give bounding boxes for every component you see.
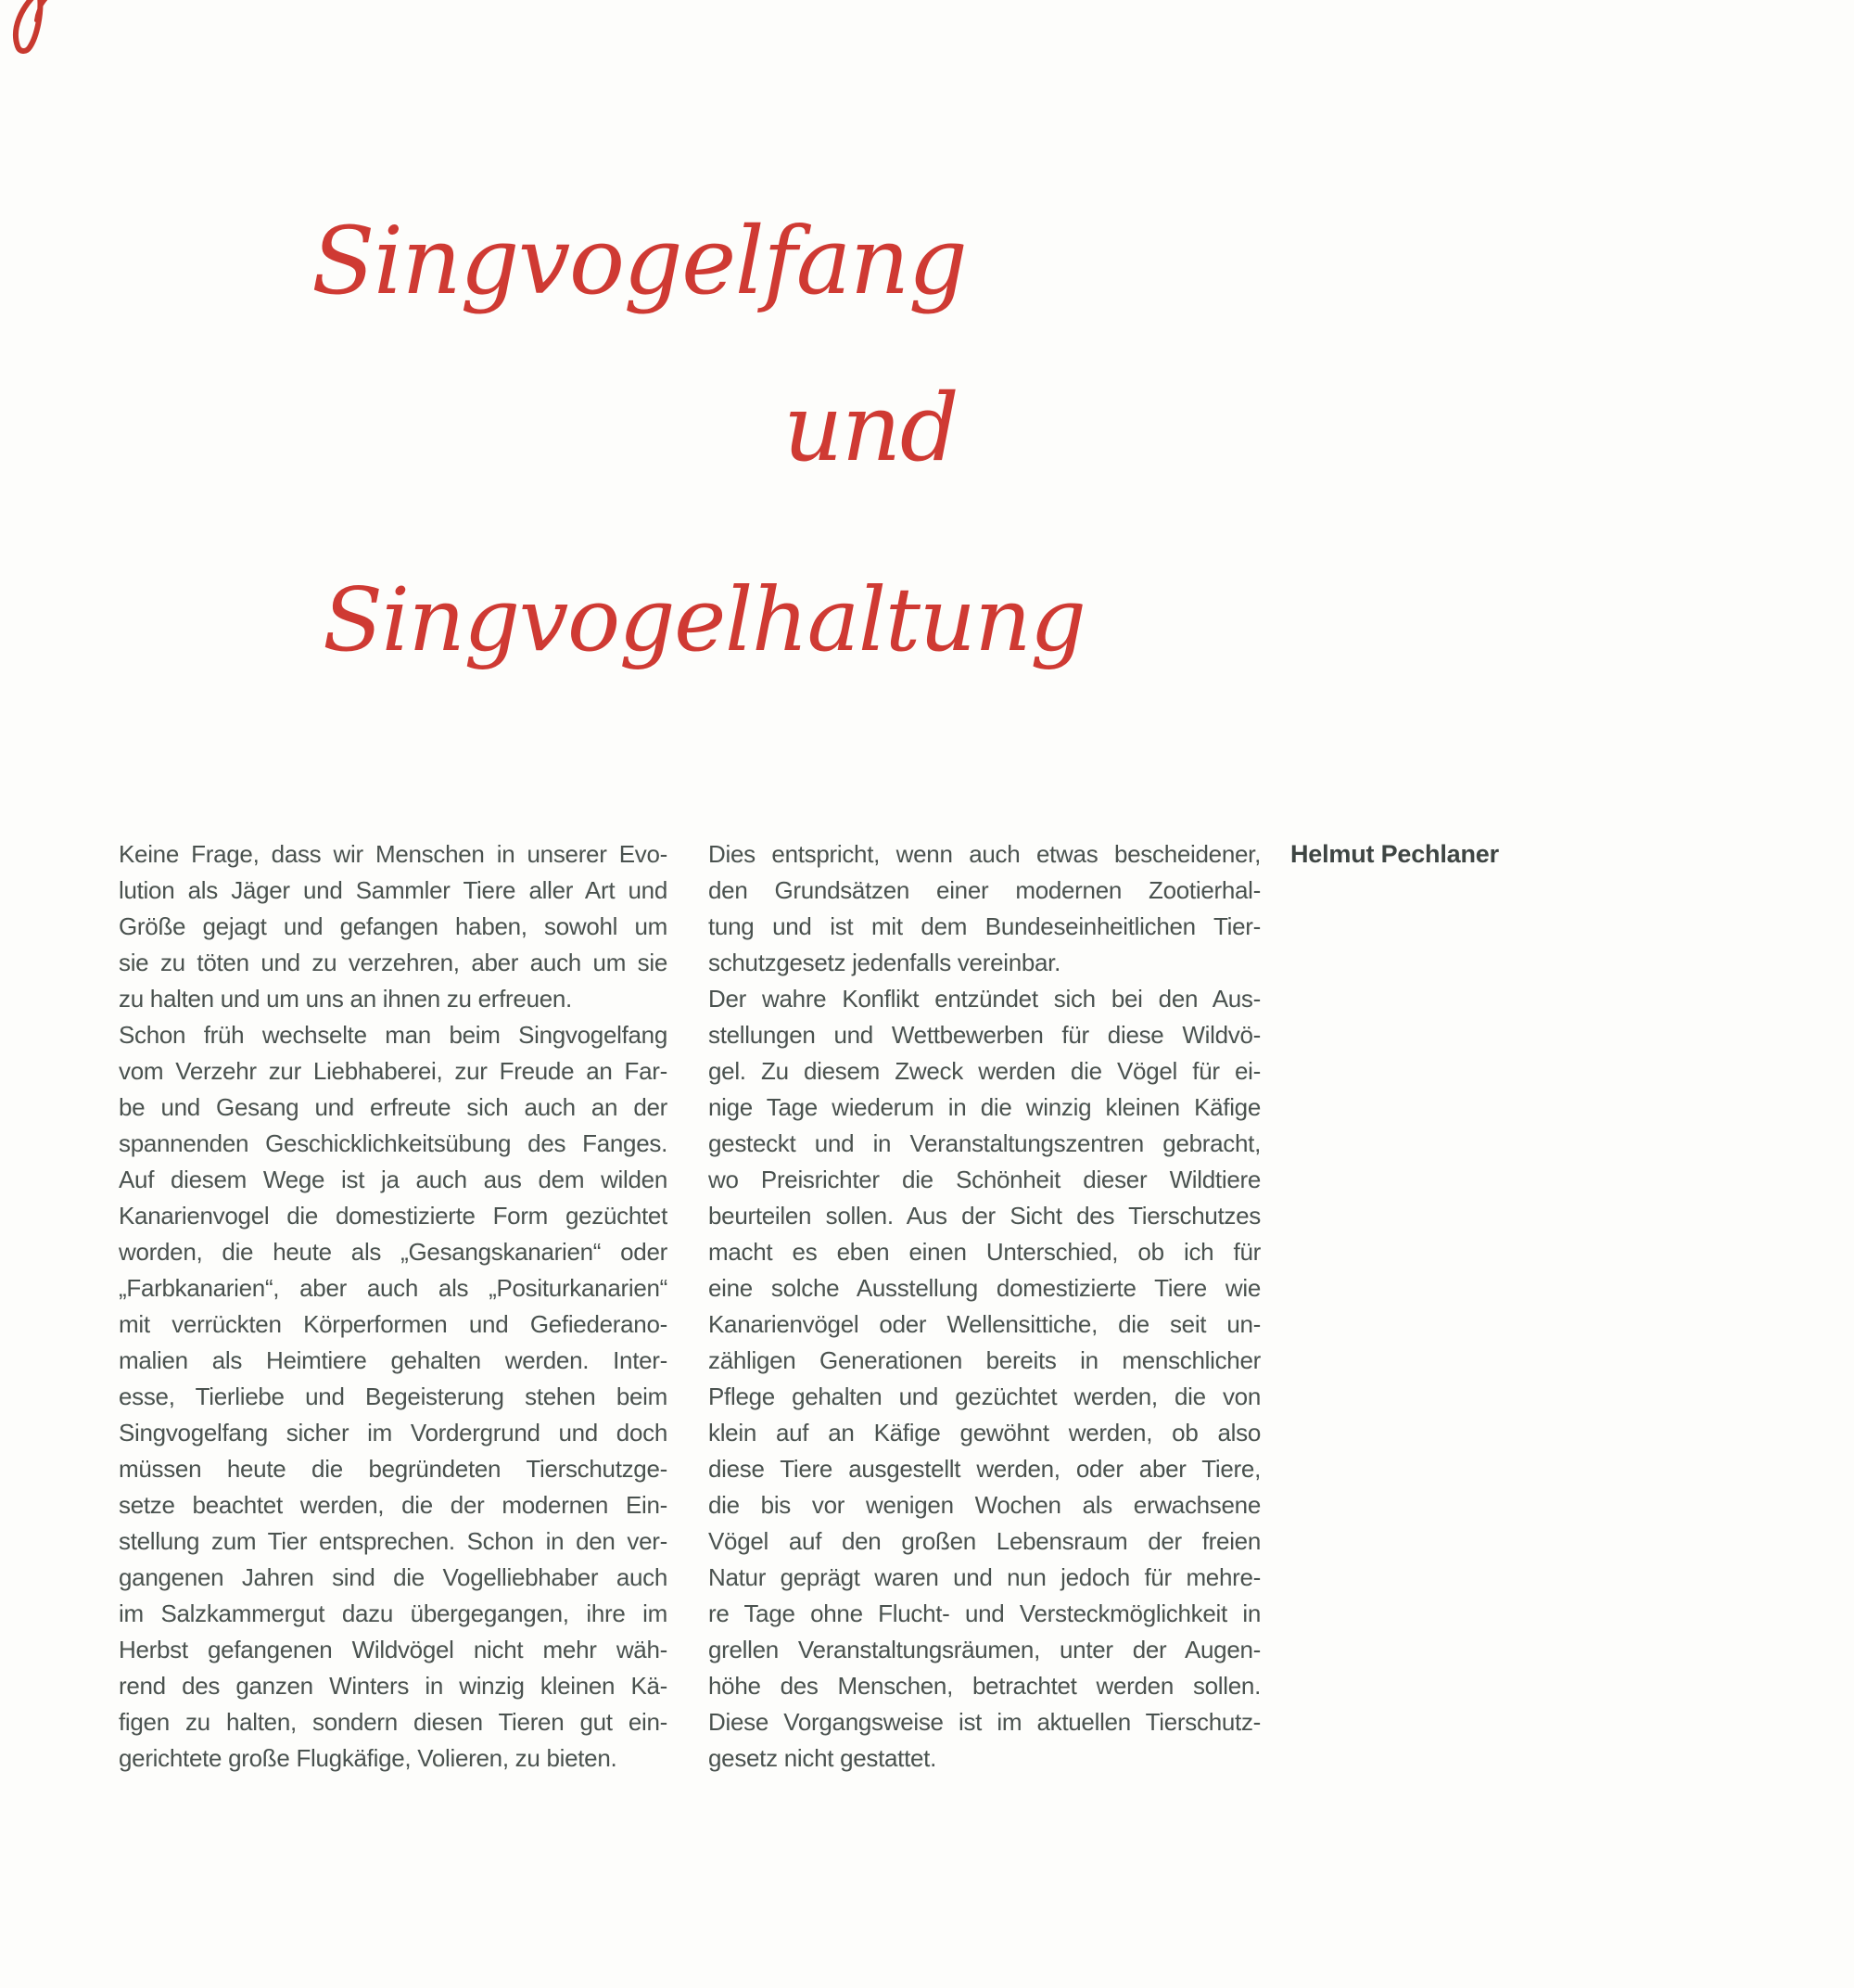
text-line: zu halten und um uns an ihnen zu erfreuen.: [119, 985, 572, 1013]
title-line-3: Singvogelhaltung: [323, 569, 1086, 671]
text-line: Herbst gefangenen Wildvögel nicht mehr wäh-: [119, 1636, 667, 1663]
text-line: sie zu töten und zu verzehren, aber auch um sie: [119, 949, 667, 976]
text-line: Natur geprägt waren und nun jedoch für mehre-: [708, 1563, 1261, 1591]
text-line: vom Verzehr zur Liebhaberei, zur Freude an Far-: [119, 1057, 667, 1085]
text-line: grellen Veranstaltungsräumen, unter der Augen-: [708, 1636, 1261, 1663]
text-line: nige Tage wiederum in die winzig kleinen Käfige: [708, 1093, 1261, 1121]
text-line: be und Gesang und erfreute sich auch an der: [119, 1093, 667, 1121]
text-line: Der wahre Konflikt entzündet sich bei den Aus-: [708, 985, 1261, 1013]
text-line: spannenden Geschicklichkeitsübung des Fanges.: [119, 1129, 667, 1157]
text-line: tung und ist mit dem Bundeseinheitlichen Tier-: [708, 912, 1261, 940]
text-line: Singvogelfang sicher im Vordergrund und doch: [119, 1419, 667, 1446]
page-edge-flourish-icon: [2, 0, 61, 59]
text-line: gel. Zu diesem Zweck werden die Vögel für ei-: [708, 1057, 1261, 1085]
text-line: im Salzkammergut dazu übergegangen, ihre im: [119, 1599, 667, 1627]
text-line: den Grundsätzen einer modernen Zootierhal-: [708, 876, 1261, 904]
author-name: Helmut Pechlaner: [1290, 840, 1499, 868]
text-line: figen zu halten, sondern diesen Tieren gut ein-: [119, 1708, 667, 1736]
text-line: setze beachtet werden, die der modernen Ein-: [119, 1491, 667, 1519]
text-line: lution als Jäger und Sammler Tiere aller Art und: [119, 876, 667, 904]
text-line: esse, Tierliebe und Begeisterung stehen beim: [119, 1383, 667, 1410]
text-line: diese Tiere ausgestellt werden, oder aber Tiere,: [708, 1455, 1261, 1483]
text-line: Diese Vorgangsweise ist im aktuellen Tierschutz-: [708, 1708, 1261, 1736]
body-column-right: [708, 836, 1261, 1777]
title-line-2: und: [783, 374, 959, 482]
text-line: malien als Heimtiere gehalten werden. Inter-: [119, 1346, 667, 1374]
title-line-1: Singvogelfang: [311, 207, 967, 315]
text-line: worden, die heute als „Gesangskanarien“ oder: [119, 1238, 667, 1266]
text-line: stellungen und Wettbewerben für diese Wildvö-: [708, 1021, 1261, 1049]
text-line: Keine Frage, dass wir Menschen in unserer Evo-: [119, 840, 667, 868]
text-line: mit verrückten Körperformen und Gefiederano-: [119, 1310, 667, 1338]
text-line: re Tage ohne Flucht- und Versteckmöglichkeit in: [708, 1599, 1261, 1627]
text-line: Kanarienvögel oder Wellensittiche, die seit un-: [708, 1310, 1261, 1338]
text-line: stellung zum Tier entsprechen. Schon in den ver-: [119, 1527, 667, 1555]
body-column-left: [119, 836, 667, 1777]
text-line: klein auf an Käfige gewöhnt werden, ob also: [708, 1419, 1261, 1446]
text-line: Auf diesem Wege ist ja auch aus dem wilden: [119, 1166, 667, 1193]
text-line: die bis vor wenigen Wochen als erwachsene: [708, 1491, 1261, 1519]
text-line: gangenen Jahren sind die Vogelliebhaber auch: [119, 1563, 667, 1591]
text-line: gesteckt und in Veranstaltungszentren gebracht,: [708, 1129, 1261, 1157]
text-line: Dies entspricht, wenn auch etwas bescheidener,: [708, 840, 1261, 868]
text-line: zähligen Generationen bereits in menschlicher: [708, 1346, 1261, 1374]
text-line: Größe gejagt und gefangen haben, sowohl um: [119, 912, 667, 940]
text-line: höhe des Menschen, betrachtet werden sollen.: [708, 1672, 1261, 1700]
text-line: gesetz nicht gestattet.: [708, 1744, 937, 1772]
text-line: Pflege gehalten und gezüchtet werden, die von: [708, 1383, 1261, 1410]
text-line: Vögel auf den großen Lebensraum der freien: [708, 1527, 1261, 1555]
text-line: wo Preisrichter die Schönheit dieser Wildtiere: [708, 1166, 1261, 1193]
text-line: müssen heute die begründeten Tierschutzge-: [119, 1455, 667, 1483]
text-line: macht es eben einen Unterschied, ob ich für: [708, 1238, 1261, 1266]
text-line: beurteilen sollen. Aus der Sicht des Tierschutzes: [708, 1202, 1261, 1230]
text-line: schutzgesetz jedenfalls vereinbar.: [708, 949, 1061, 976]
text-line: rend des ganzen Winters in winzig kleinen Kä-: [119, 1672, 667, 1700]
text-line: Kanarienvogel die domestizierte Form gezüchtet: [119, 1202, 667, 1230]
text-line: „Farbkanarien“, aber auch als „Positurkanarien“: [119, 1274, 667, 1302]
text-line: eine solche Ausstellung domestizierte Tiere wie: [708, 1274, 1261, 1302]
text-line: gerichtete große Flugkäfige, Volieren, zu bieten.: [119, 1744, 617, 1772]
text-line: Schon früh wechselte man beim Singvogelfang: [119, 1021, 667, 1049]
